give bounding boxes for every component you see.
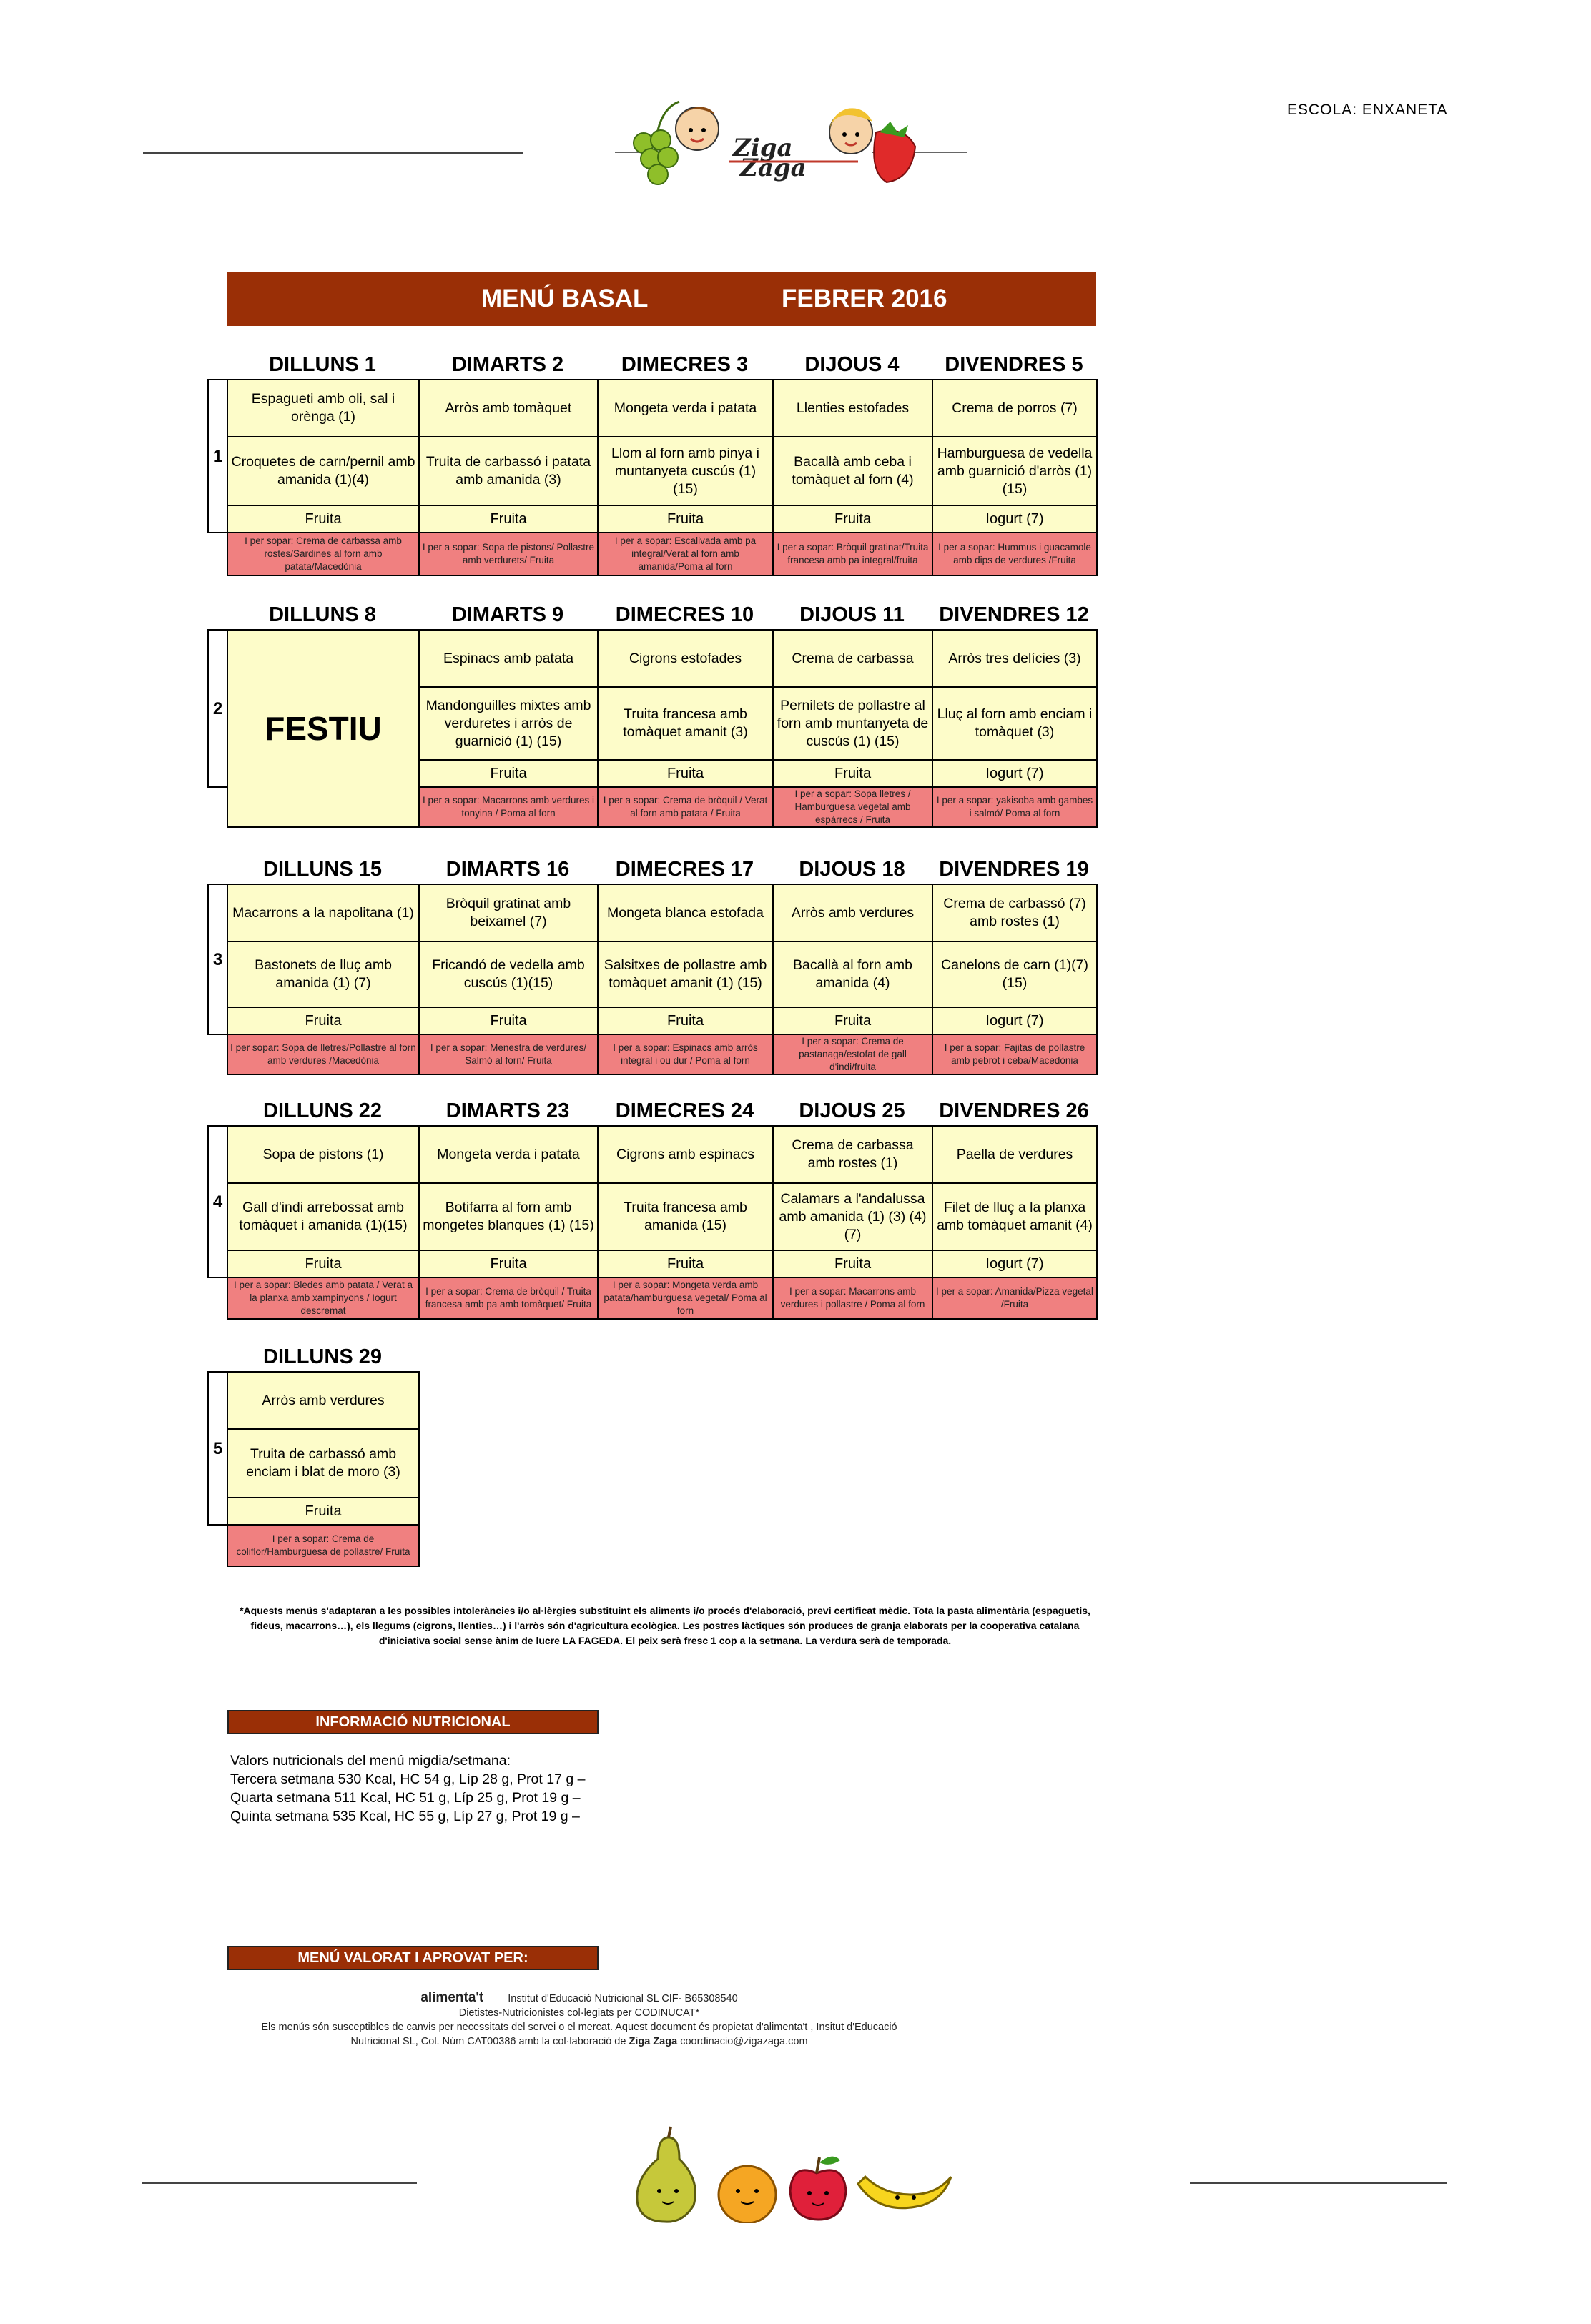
day-header: DIMARTS 23 (445, 1099, 570, 1122)
day-header: DIMECRES 24 (615, 1099, 754, 1122)
dessert: Iogurt (7) (932, 1007, 1097, 1034)
supper-suggestion: I per a sopar: Macarrons amb verdures i tonyina / Poma al forn (419, 787, 598, 827)
first-course: Mongeta verda i patata (419, 1126, 598, 1183)
approval-info: alimenta't Institut d'Educació Nutricional SL CIF- B65308540 Dietistes-Nutricionistes col·legiats per CODINUCAT* Els menús són susceptibles de canvis per necessitats del servei o el mercat. Aquest document és propietat d'alimenta't , Insitut d'Educació Nutricional SL, Col. Núm CAT00386 amb la col·laboració de Ziga Zaga coordinacio@zigazaga.com (250, 1991, 908, 2049)
footer-rule-left (142, 2182, 417, 2184)
second-course: Lluç al forn amb enciam i tomàquet (3) (932, 687, 1097, 760)
dessert: Fruita (598, 760, 773, 787)
day-header: DILLUNS 8 (269, 603, 376, 626)
week-1-table (207, 379, 1098, 576)
grapes-icon (634, 102, 679, 184)
supper-suggestion: I per a sopar: Escalivada amb pa integral/Verat al forn amb amanida/Poma al forn (598, 533, 773, 575)
approval-line: Dietistes-Nutricionistes col·legiats per CODINUCAT* (458, 2007, 700, 2019)
girl-face-icon (829, 108, 872, 154)
supper-suggestion: I per sopar: Crema de carbassa amb rostes/Sardines al forn amb patata/Macedònia (227, 533, 419, 575)
nutrition-info (230, 1751, 585, 1826)
dessert: Iogurt (7) (932, 760, 1097, 787)
day-header: DIJOUS 4 (804, 353, 900, 376)
day-header: DIMECRES 10 (615, 603, 754, 626)
day-header: DIVENDRES 5 (945, 353, 1083, 376)
nutrition-line: Quarta setmana 511 Kcal, HC 51 g, Líp 25 g, Prot 19 g – (230, 1790, 581, 1806)
day-header: DIJOUS 11 (799, 603, 905, 626)
contact-email: coordinacio@zigazaga.com (680, 2036, 808, 2047)
dessert: Fruita (227, 1250, 419, 1277)
dessert: Fruita (773, 760, 932, 787)
second-course: Croquetes de carn/pernil amb amanida (1)(4) (227, 437, 419, 505)
week-number: 4 (208, 1126, 227, 1277)
supper-suggestion: I per a sopar: Hummus i guacamole amb dips de verdures /Fruita (932, 533, 1097, 575)
week-number: 1 (208, 380, 227, 533)
first-course: Bròquil gratinat amb beixamel (7) (419, 884, 598, 941)
dessert: Fruita (598, 505, 773, 533)
orange-icon (719, 2166, 776, 2223)
dessert: Iogurt (7) (932, 505, 1097, 533)
supper-suggestion: I per a sopar: Menestra de verdures/ Salmó al forn/ Fruita (419, 1034, 598, 1074)
supper-suggestion: I per a sopar: Crema de pastanaga/estofat de gall d'indi/fruita (773, 1034, 932, 1074)
second-course: Gall d'indi arrebossat amb tomàquet i amanida (1)(15) (227, 1183, 419, 1250)
nutrition-intro: Valors nutricionals del menú migdia/setmana: (230, 1753, 511, 1769)
supper-suggestion: I per a sopar: Sopa lletres / Hamburguesa vegetal amb espàrrecs / Fruita (773, 787, 932, 827)
dessert: Fruita (419, 1007, 598, 1034)
dessert: Fruita (419, 760, 598, 787)
first-course: Crema de carbassa (773, 630, 932, 687)
supper-suggestion: I per a sopar: Mongeta verda amb patata/hamburguesa vegetal/ Poma al forn (598, 1277, 773, 1319)
first-course: Mongeta blanca estofada (598, 884, 773, 941)
approval-line: Els menús són susceptibles de canvis per necessitats del servei o el mercat. Aquest document és propietat d'alimenta't , Insitut d'Educació (261, 2022, 897, 2033)
supper-suggestion: I per a sopar: Crema de bròquil / Truita francesa amb pa amb tomàquet/ Fruita (419, 1277, 598, 1319)
first-course: Sopa de pistons (1) (227, 1126, 419, 1183)
day-header: DIMECRES 17 (615, 858, 754, 881)
supper-suggestion: I per sopar: Sopa de lletres/Pollastre al forn amb verdures /Macedònia (227, 1034, 419, 1074)
approval-header: MENÚ VALORAT I APROVAT PER: (227, 1946, 599, 1970)
day-header: DIJOUS 25 (799, 1099, 905, 1122)
first-course: Crema de carbassa amb rostes (1) (773, 1126, 932, 1183)
nutrition-header: INFORMACIÓ NUTRICIONAL (227, 1710, 599, 1734)
second-course: Bacallà amb ceba i tomàquet al forn (4) (773, 437, 932, 505)
first-course: Crema de carbassó (7) amb rostes (1) (932, 884, 1097, 941)
apple-icon (790, 2157, 846, 2220)
day-header: DIMECRES 3 (621, 353, 749, 376)
dessert: Fruita (227, 1007, 419, 1034)
strawberry-icon (874, 122, 915, 182)
footer-rule-right (1190, 2182, 1447, 2184)
menu-title: MENÚ BASAL (481, 285, 649, 312)
second-course: Truita de carbassó amb enciam i blat de moro (3) (227, 1429, 419, 1498)
dessert: Fruita (419, 505, 598, 533)
second-course: Canelons de carn (1)(7)(15) (932, 941, 1097, 1007)
week-number: 3 (208, 884, 227, 1034)
dessert: Fruita (419, 1250, 598, 1277)
second-course: Botifarra al forn amb mongetes blanques (1) (15) (419, 1183, 598, 1250)
header-rule-left (143, 152, 523, 154)
day-header: DIVENDRES 26 (939, 1099, 1089, 1122)
first-course: Arròs tres delícies (3) (932, 630, 1097, 687)
week-number: 2 (208, 630, 227, 787)
first-course: Cigrons amb espinacs (598, 1126, 773, 1183)
first-course: Paella de verdures (932, 1126, 1097, 1183)
supper-suggestion: I per a sopar: Crema de coliflor/Hamburguesa de pollastre/ Fruita (227, 1525, 419, 1566)
supper-suggestion: I per a sopar: Bròquil gratinat/Truita francesa amb pa integral/fruita (773, 533, 932, 575)
day-header: DIJOUS 18 (799, 858, 905, 881)
dessert: Fruita (773, 1007, 932, 1034)
dessert: Fruita (227, 1498, 419, 1525)
allergy-note: *Aquests menús s'adaptaran a les possibles intoleràncies i/o al·lèrgies substituint els aliments i/o procés d'elaboració, previ certificat mèdic. Tota la pasta alimentària (espaguetis, fideus, macarrons…), els llegums (cigrons, llenties…) i l'arròs són d'agricultura ecològica. Les postres làctiques són produces de granja elaborats per la cooperativa catalana d'iniciativa social sense ànim de lucre LA FAGEDA. El peix serà fresc 1 cop a la setmana. La verdura serà de temporada. (240, 1605, 1090, 1646)
day-header: DILLUNS 1 (269, 353, 376, 376)
boy-face-icon (676, 107, 719, 150)
second-course: Salsitxes de pollastre amb tomàquet amanit (1) (15) (598, 941, 773, 1007)
supper-suggestion: I per a sopar: Espinacs amb arròs integral i ou dur / Poma al forn (598, 1034, 773, 1074)
fruits-illustration (629, 2123, 958, 2223)
ziga-zaga-name: Ziga Zaga (629, 2036, 678, 2047)
svg-text:Ziga: Ziga (733, 134, 793, 162)
second-course: Llom al forn amb pinya i muntanyeta cuscús (1) (15) (598, 437, 773, 505)
second-course: Truita francesa amb amanida (15) (598, 1183, 773, 1250)
second-course: Pernilets de pollastre al forn amb muntanyeta de cuscús (1) (15) (773, 687, 932, 760)
first-course: Mongeta verda i patata (598, 380, 773, 437)
day-header: DIVENDRES 19 (939, 858, 1089, 881)
week-3-table (207, 884, 1098, 1075)
alimentat-logo: alimenta't (420, 1990, 484, 2005)
dessert: Fruita (773, 1250, 932, 1277)
day-header: DILLUNS 15 (263, 858, 382, 881)
pear-icon (637, 2127, 696, 2222)
supper-suggestion: I per a sopar: Bledes amb patata / Verat a la planxa amb xampinyons / Iogurt descremat (227, 1277, 419, 1319)
day-header: DIVENDRES 12 (939, 603, 1089, 626)
day-header: DILLUNS 22 (263, 1099, 382, 1122)
second-course: Truita de carbassó i patata amb amanida (3) (419, 437, 598, 505)
second-course: Truita francesa amb tomàquet amanit (3) (598, 687, 773, 760)
menu-banner (227, 272, 1096, 326)
first-course: Espagueti amb oli, sal i orènga (1) (227, 380, 419, 437)
dessert: Fruita (598, 1007, 773, 1034)
week-5-table (207, 1371, 420, 1567)
day-header: DIMARTS 9 (451, 603, 564, 626)
second-course: Bacallà al forn amb amanida (4) (773, 941, 932, 1007)
supper-suggestion: I per a sopar: Sopa de pistons/ Pollastre amb verdurets/ Fruita (419, 533, 598, 575)
approval-line: Institut d'Educació Nutricional SL CIF- B65308540 (508, 1993, 738, 2004)
ziga-zaga-logo (629, 93, 972, 193)
dessert: Fruita (598, 1250, 773, 1277)
week-4-table (207, 1125, 1098, 1320)
svg-text:Zaga: Zaga (740, 154, 807, 182)
week-number: 5 (208, 1372, 227, 1525)
holiday-label: FESTIU (227, 630, 419, 827)
second-course: Fricandó de vedella amb cuscús (1)(15) (419, 941, 598, 1007)
first-course: Llenties estofades (773, 380, 932, 437)
first-course: Arròs amb verdures (773, 884, 932, 941)
first-course: Arròs amb verdures (227, 1372, 419, 1429)
day-header: DIMARTS 16 (445, 858, 570, 881)
school-name: ESCOLA: ENXANETA (1287, 102, 1448, 118)
first-course: Arròs amb tomàquet (419, 380, 598, 437)
first-course: Cigrons estofades (598, 630, 773, 687)
second-course: Calamars a l'andalussa amb amanida (1) (3) (4) (7) (773, 1183, 932, 1250)
nutrition-line: Quinta setmana 535 Kcal, HC 55 g, Líp 27 g, Prot 19 g – (230, 1809, 580, 1824)
first-course: Espinacs amb patata (419, 630, 598, 687)
second-course: Hamburguesa de vedella amb guarnició d'arròs (1) (15) (932, 437, 1097, 505)
nutrition-line: Tercera setmana 530 Kcal, HC 54 g, Líp 28 g, Prot 17 g – (230, 1771, 586, 1787)
supper-suggestion: I per a sopar: Crema de bròquil / Verat al forn amb patata / Fruita (598, 787, 773, 827)
dessert: Fruita (227, 505, 419, 533)
first-course: Crema de porros (7) (932, 380, 1097, 437)
second-course: Bastonets de lluç amb amanida (1) (7) (227, 941, 419, 1007)
second-course: Filet de lluç a la planxa amb tomàquet amanit (4) (932, 1183, 1097, 1250)
supper-suggestion: I per a sopar: Amanida/Pizza vegetal /Fruita (932, 1277, 1097, 1319)
dessert: Fruita (773, 505, 932, 533)
banana-icon (858, 2177, 951, 2208)
week-2-table (207, 629, 1098, 828)
supper-suggestion: I per a sopar: Macarrons amb verdures i pollastre / Poma al forn (773, 1277, 932, 1319)
supper-suggestion: I per a sopar: Fajitas de pollastre amb pebrot i ceba/Macedònia (932, 1034, 1097, 1074)
supper-suggestion: I per a sopar: yakisoba amb gambes i salmó/ Poma al forn (932, 787, 1097, 827)
day-header: DIMARTS 2 (451, 353, 564, 376)
second-course: Mandonguilles mixtes amb verduretes i arròs de guarnició (1) (15) (419, 687, 598, 760)
menu-month: FEBRER 2016 (782, 285, 947, 312)
day-header: DILLUNS 29 (263, 1345, 382, 1368)
first-course: Macarrons a la napolitana (1) (227, 884, 419, 941)
dessert: Iogurt (7) (932, 1250, 1097, 1277)
